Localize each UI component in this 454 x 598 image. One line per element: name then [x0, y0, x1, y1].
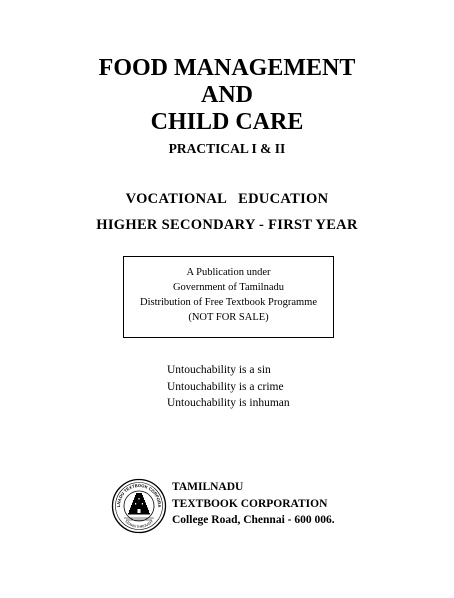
- course-stream: VOCATIONAL EDUCATION: [125, 191, 329, 207]
- publication-note-line: A Publication under: [186, 267, 271, 278]
- publisher-address: College Road, Chennai - 600 006.: [172, 514, 335, 526]
- publisher-seal-icon: [111, 478, 167, 534]
- slogan: Untouchability is a crime: [167, 380, 284, 393]
- publisher-block: [172, 479, 335, 529]
- title-line-1: FOOD MANAGEMENT: [98, 55, 356, 81]
- publication-note-line: (NOT FOR SALE): [188, 312, 269, 323]
- publication-note-line: Government of Tamilnadu: [172, 282, 285, 293]
- slogan: Untouchability is a sin: [167, 364, 271, 376]
- seal-text-top: LNADU TEXTBOOK CORPORA: [115, 482, 163, 508]
- slogan-list: [167, 362, 290, 412]
- slogan: Untouchability is inhuman: [167, 397, 290, 409]
- publisher-name-line-2: TEXTBOOK CORPORATION: [172, 497, 328, 510]
- publication-note-box: [123, 256, 334, 338]
- title-line-2: AND: [201, 82, 253, 108]
- publication-note-line: Distribution of Free Textbook Programme: [140, 297, 317, 308]
- course-level: HIGHER SECONDARY - FIRST YEAR: [96, 217, 358, 233]
- publisher-name-line-1: TAMILNADU: [172, 481, 244, 493]
- title-line-3: CHILD CARE: [150, 109, 304, 135]
- seal-text-bottom: LEARN THROUGH: [124, 519, 154, 530]
- subtitle: PRACTICAL I & II: [168, 141, 286, 156]
